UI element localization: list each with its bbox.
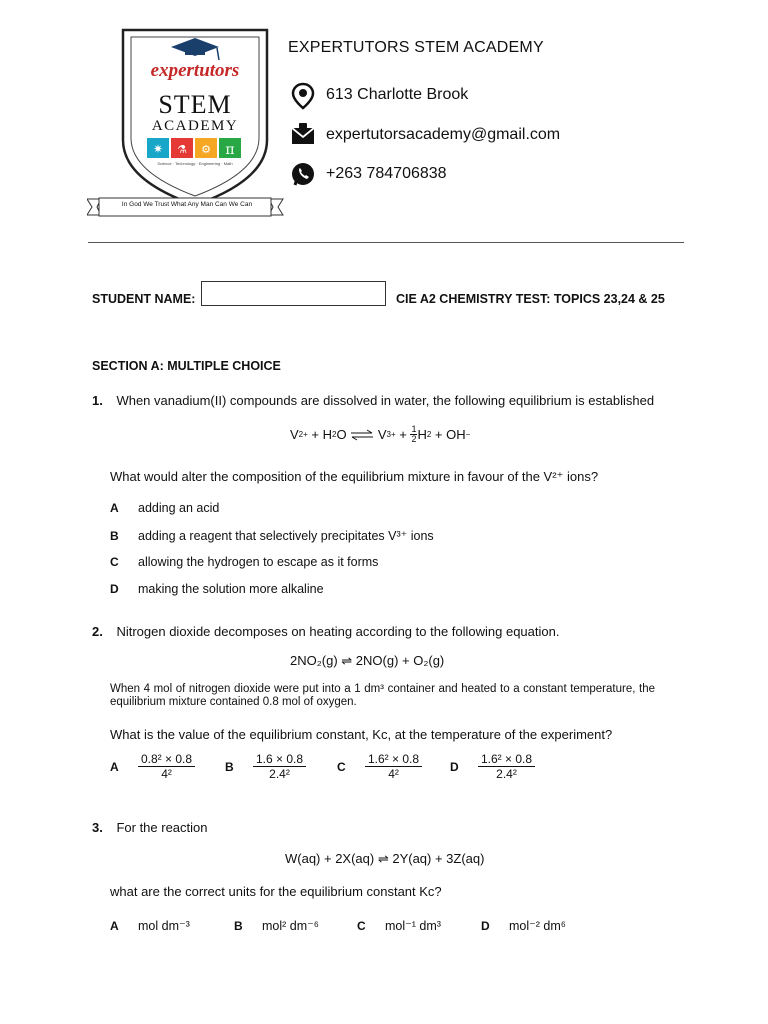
question-2 (92, 623, 559, 641)
phone-row (290, 161, 447, 187)
student-name-label: STUDENT NAME: (92, 292, 196, 306)
option-1D[interactable]: D making the solution more alkaline (110, 582, 324, 596)
org-name: EXPERTUTORS STEM ACADEMY (288, 39, 544, 56)
whatsapp-icon (290, 161, 316, 187)
option-1A[interactable]: A adding an acid (110, 501, 220, 515)
academy-logo (95, 20, 295, 220)
header-divider (88, 242, 684, 243)
phone-text: +263 784706838 (326, 165, 447, 182)
question-3-prompt: what are the correct units for the equilibrium constant Kc? (110, 884, 442, 899)
student-name-field[interactable] (201, 281, 386, 306)
option-2A[interactable]: A $\frac{\text{0.8² × 0.8}}{\text{4²}}$ (110, 752, 195, 781)
option-1C[interactable]: C allowing the hydrogen to escape as it forms (110, 555, 379, 569)
question-2-prompt: What is the value of the equilibrium constant, Kc, at the temperature of the experiment? (110, 727, 613, 742)
option-3B[interactable]: B mol² dm⁻⁶ (234, 919, 319, 933)
question-3 (92, 819, 208, 837)
svg-text:✷: ✷ (152, 142, 164, 156)
question-stem: For the reaction (116, 820, 208, 835)
svg-text:⚗: ⚗ (177, 143, 187, 156)
logo-academy: ACADEMY (151, 118, 239, 134)
test-title: CIE A2 CHEMISTRY TEST: TOPICS 23,24 & 25 (396, 292, 665, 306)
logo-subjects-caption: Science · Technology · Engineering · Math (157, 161, 233, 166)
option-3C[interactable]: C mol⁻¹ dm³ (357, 919, 441, 933)
logo-motto: In God We Trust What Any Man Can We Can (121, 201, 253, 208)
address-row (290, 82, 468, 108)
email-row (290, 122, 560, 148)
option-2B[interactable]: B $\frac{1.6 \times 0.8}{\text{2.4²}}$ (225, 752, 306, 781)
logo-brand: expertutors (150, 60, 240, 81)
location-pin-icon (290, 82, 316, 108)
section-title: SECTION A: MULTIPLE CHOICE (92, 359, 281, 373)
option-2C[interactable]: C $\frac{\text{1.6² × 0.8}}{\text{4²}}$ (337, 752, 422, 781)
option-3D[interactable]: D mol⁻² dm⁶ (481, 919, 566, 933)
question-2-equation: 2NO₂(g) ⇌ 2NO(g) + O₂(g) (290, 653, 445, 668)
question-3-equation: W(aq) + 2X(aq) ⇌ 2Y(aq) + 3Z(aq) (285, 851, 485, 866)
envelope-icon (290, 122, 316, 148)
question-number: 2. (92, 624, 103, 639)
question-2-info: When 4 mol of nitrogen dioxide were put into a 1 dm³ container and heated to a constant temperature, the equilibrium mixture contained 0.8 mol of oxygen. (110, 683, 655, 708)
question-stem: Nitrogen dioxide decomposes on heating according to the following equation. (116, 624, 560, 639)
option-3A[interactable]: A mol dm⁻³ (110, 919, 190, 933)
svg-text:π: π (225, 142, 235, 158)
option-1B[interactable]: B adding a reagent that selectively precipitates V³⁺ ions (110, 529, 434, 543)
email-text: expertutorsacademy@gmail.com (326, 126, 561, 143)
address-text: 613 Charlotte Brook (326, 86, 469, 103)
question-number: 3. (92, 820, 103, 835)
svg-text:⚙: ⚙ (201, 143, 211, 156)
question-stem: When vanadium(II) compounds are dissolved in water, the following equilibrium is established (116, 393, 655, 408)
question-number: 1. (92, 393, 103, 408)
option-2D[interactable]: D $\frac{\text{1.6² × 0.8}}{\text{2.4²}}$ (450, 752, 535, 781)
question-1-prompt: What would alter the composition of the equilibrium mixture in favour of the V²⁺ ions? (110, 469, 599, 484)
question-1-equation: V 2+ + H 2 O V 3+ + $\frac{1}{2}$ H 2 + OH − (290, 424, 471, 444)
question-1 (92, 392, 654, 410)
equilibrium-arrow-icon (350, 429, 374, 441)
logo-stem: STEM (158, 90, 232, 119)
